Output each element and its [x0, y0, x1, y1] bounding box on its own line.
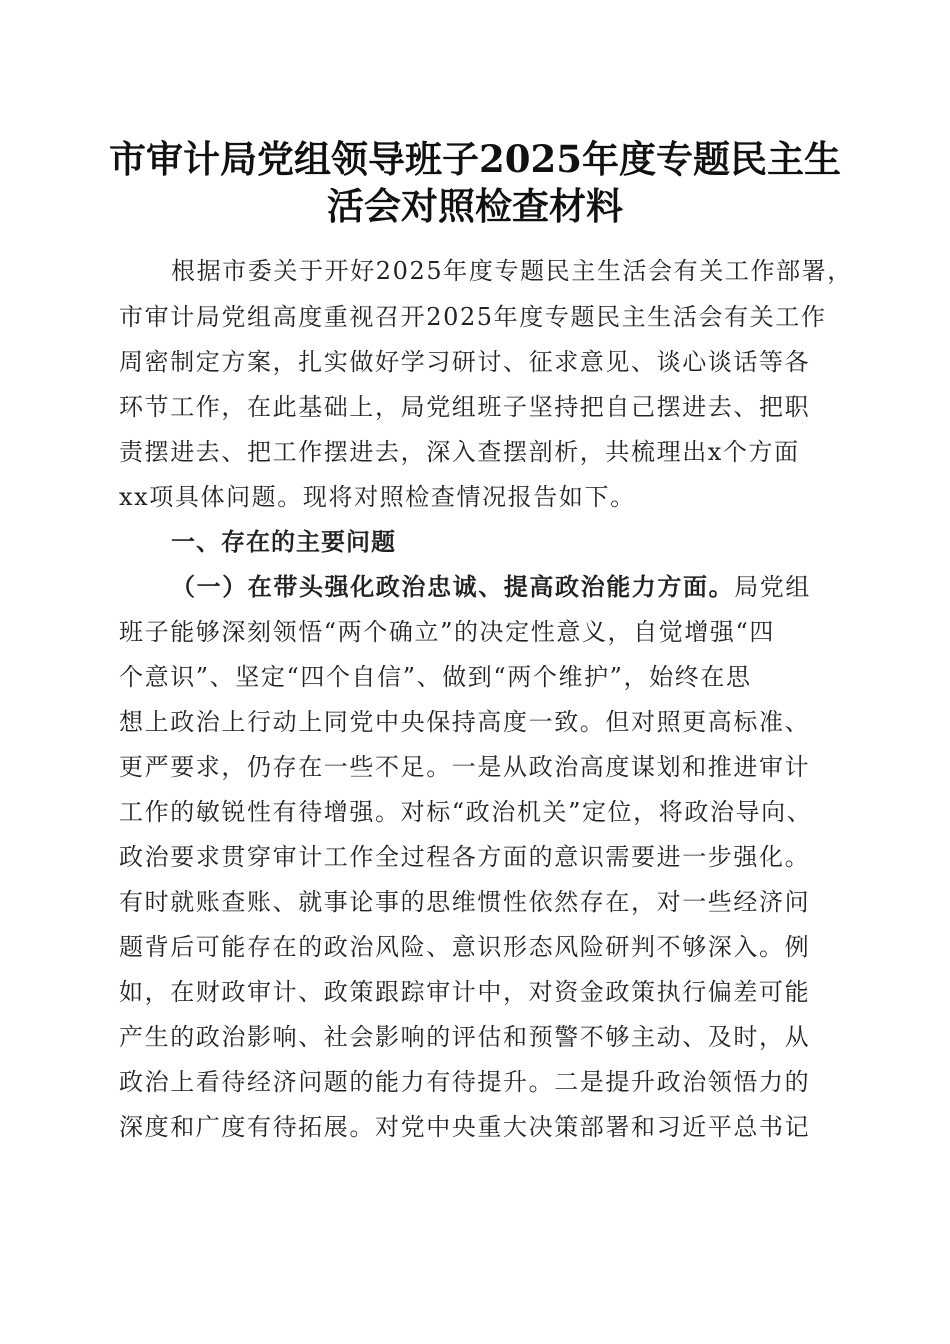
- body-line: 工作的敏锐性有待增强。对标“政治机关”定位，将政治导向、: [119, 798, 813, 826]
- body-line: 如，在财政审计、政策跟踪审计中，对资金政策执行偏差可能: [119, 978, 811, 1006]
- document-title-line-2: 活会对照检查材料: [327, 184, 623, 228]
- body-line: 有时就账查账、就事论事的思维惯性依然存在，对一些经济问: [119, 888, 811, 916]
- intro-line: 根据市委关于开好2025年度专题民主生活会有关工作部署，: [171, 257, 853, 285]
- subsection-heading: （一）在带头强化政治忠诚、提高政治能力方面。: [171, 572, 735, 601]
- body-line: 想上政治上行动上同党中央保持高度一致。但对照更高标准、: [119, 708, 811, 736]
- body-line: 政治上看待经济问题的能力有待提升。二是提升政治领悟力的: [119, 1068, 811, 1096]
- intro-line: 环节工作，在此基础上，局党组班子坚持把自己摆进去、把职: [119, 393, 811, 421]
- intro-line: 周密制定方案，扎实做好学习研讨、征求意见、谈心谈话等各: [119, 348, 811, 376]
- body-line: 题背后可能存在的政治风险、意识形态风险研判不够深入。例: [119, 933, 811, 961]
- subsection-text: 局党组: [734, 573, 812, 601]
- body-line: 班子能够深刻领悟“两个确立”的决定性意义，自觉增强“四: [119, 618, 776, 646]
- intro-line: 责摆进去、把工作摆进去，深入查摆剖析，共梳理出x个方面: [119, 438, 800, 466]
- body-line: 更严要求，仍存在一些不足。一是从政治高度谋划和推进审计: [119, 753, 811, 781]
- body-line: 政治要求贯穿审计工作全过程各方面的意识需要进一步强化。: [119, 843, 811, 871]
- body-line: 个意识”、坚定“四个自信”、做到“两个维护”，始终在思: [119, 663, 752, 691]
- body-line: 产生的政治影响、社会影响的评估和预警不够主动、及时，从: [119, 1023, 811, 1051]
- intro-line: 市审计局党组高度重视召开2025年度专题民主生活会有关工作: [119, 303, 827, 331]
- body-line: 深度和广度有待拓展。对党中央重大决策部署和习近平总书记: [119, 1113, 811, 1141]
- document-title-line-1: 市审计局党组领导班子2025年度专题民主生: [109, 137, 841, 181]
- subsection-first-line: [119, 569, 891, 605]
- intro-line: xx项具体问题。现将对照检查情况报告如下。: [119, 483, 636, 511]
- section-heading: 一、存在的主要问题: [171, 528, 396, 556]
